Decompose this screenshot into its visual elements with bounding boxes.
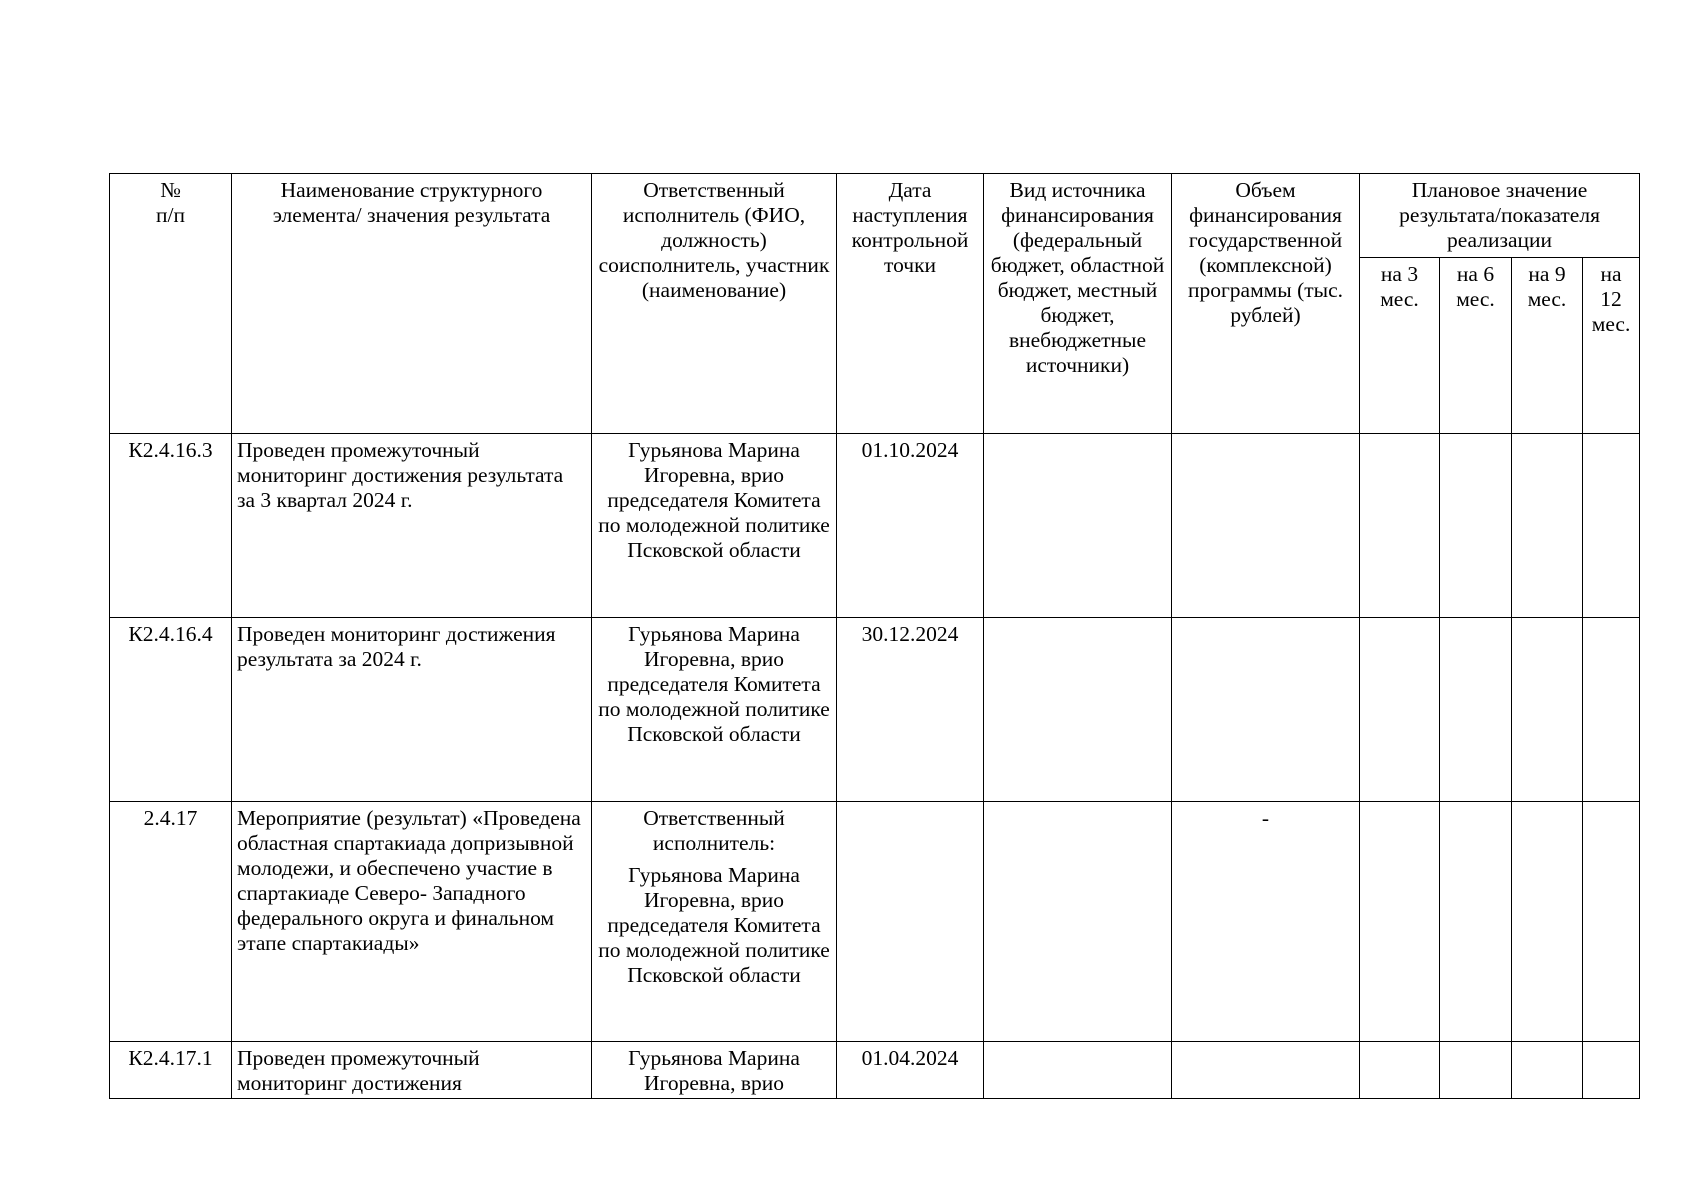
row-q6 xyxy=(1440,1042,1512,1099)
row-source xyxy=(984,618,1172,802)
row-responsible: Гурьянова Марина Игоревна, врио председателя Комитета по молодежной политике Псковской области xyxy=(598,863,830,987)
row-num: К2.4.16.3 xyxy=(110,434,232,618)
row-q9 xyxy=(1512,1042,1583,1099)
row-q12 xyxy=(1583,1042,1640,1099)
header-plan: Плановое значение результата/показателя реализации xyxy=(1360,174,1640,258)
row-num: К2.4.16.4 xyxy=(110,618,232,802)
row-q3 xyxy=(1360,434,1440,618)
row-q9 xyxy=(1512,618,1583,802)
row-q6 xyxy=(1440,434,1512,618)
row-date: 01.10.2024 xyxy=(837,434,984,618)
row-date: 30.12.2024 xyxy=(837,618,984,802)
row-num: 2.4.17 xyxy=(110,802,232,1042)
row-responsible: Гурьянова Марина Игоревна, врио председателя Комитета по молодежной политике Псковской области xyxy=(592,618,837,802)
row-name: Проведен промежуточный мониторинг достижения xyxy=(232,1042,592,1099)
row-source xyxy=(984,802,1172,1042)
document-page xyxy=(109,173,1639,1099)
table-row xyxy=(110,1042,1640,1099)
row-q12 xyxy=(1583,618,1640,802)
row-name: Проведен мониторинг достижения результата за 2024 г. xyxy=(232,618,592,802)
row-q3 xyxy=(1360,1042,1440,1099)
header-responsible: Ответственный исполнитель (ФИО, должность) соисполнитель, участник (наименование) xyxy=(592,174,837,434)
header-q12: на 12 мес. xyxy=(1583,258,1640,434)
header-name: Наименование структурного элемента/ значения результата xyxy=(232,174,592,434)
header-q3: на 3 мес. xyxy=(1360,258,1440,434)
header-source: Вид источника финансирования (федеральный бюджет, областной бюджет, местный бюджет, внебюджетные источники) xyxy=(984,174,1172,434)
row-date: 01.04.2024 xyxy=(837,1042,984,1099)
row-responsible: Гурьянова Марина Игоревна, врио председателя Комитета по молодежной политике Псковской области xyxy=(592,434,837,618)
row-name: Мероприятие (результат) «Проведена областная спартакиада допризывной молодежи, и обеспечено участие в спартакиаде Северо- Западного федерального округа и финальном этапе спартакиады» xyxy=(232,802,592,1042)
plan-table xyxy=(109,173,1640,1099)
row-num: К2.4.17.1 xyxy=(110,1042,232,1099)
row-volume xyxy=(1172,1042,1360,1099)
row-q3 xyxy=(1360,802,1440,1042)
row-source xyxy=(984,434,1172,618)
header-q6: на 6 мес. xyxy=(1440,258,1512,434)
row-volume xyxy=(1172,434,1360,618)
row-q3 xyxy=(1360,618,1440,802)
row-volume: - xyxy=(1172,802,1360,1042)
header-q9: на 9 мес. xyxy=(1512,258,1583,434)
table-row xyxy=(110,434,1640,618)
row-responsible-label: Ответственный исполнитель: xyxy=(643,806,785,855)
row-q9 xyxy=(1512,434,1583,618)
row-q6 xyxy=(1440,802,1512,1042)
header-volume: Объем финансирования государственной (комплексной) программы (тыс. рублей) xyxy=(1172,174,1360,434)
header-date: Дата наступления контрольной точки xyxy=(837,174,984,434)
table-row xyxy=(110,618,1640,802)
row-date xyxy=(837,802,984,1042)
row-name: Проведен промежуточный мониторинг достижения результата за 3 квартал 2024 г. xyxy=(232,434,592,618)
row-source xyxy=(984,1042,1172,1099)
row-volume xyxy=(1172,618,1360,802)
table-row xyxy=(110,802,1640,1042)
row-q12 xyxy=(1583,434,1640,618)
row-q6 xyxy=(1440,618,1512,802)
row-responsible: Гурьянова Марина Игоревна, врио xyxy=(592,1042,837,1099)
row-responsible-cell xyxy=(592,802,837,1042)
header-row xyxy=(110,174,1640,258)
row-q12 xyxy=(1583,802,1640,1042)
header-num: № п/п xyxy=(110,174,232,434)
row-q9 xyxy=(1512,802,1583,1042)
